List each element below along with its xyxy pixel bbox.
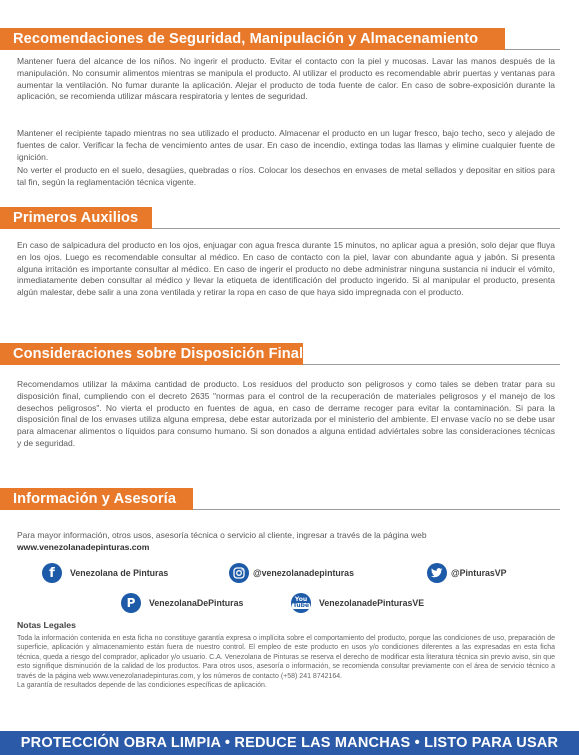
youtube-label: VenezolanadePinturasVE xyxy=(319,598,425,608)
social-twitter[interactable] xyxy=(427,563,507,583)
section-title-disposicion: Consideraciones sobre Disposición Final xyxy=(13,346,304,362)
pinterest-label: VenezolanaDePinturas xyxy=(149,598,244,608)
instagram-icon xyxy=(229,563,249,583)
facebook-icon: f xyxy=(42,563,62,583)
paragraph-seguridad-3: No verter el producto en el suelo, desagües, quebradas o ríos. Colocar los desechos en envases de metal sellados y depositar en sitios para tal fin, según la reglamentación técnica vigente. xyxy=(17,165,555,187)
paragraph-disposicion: Recomendamos utilizar la máxima cantidad de producto. Los residuos del producto son peligrosos y como tales se deben tratar para su disposición final, cumpliendo con el decreto 2635 "normas para el control de la recuperación de materiales peligrosos y el manejo de los desechos peligrosos". No vierta el producto en fuentes de agua, en caso de derrame recoger para evitar la contaminación. Si para la disposición final de los envases utiliza alguna empresa, debe estar autorizada por el ministerio del ambiente. El envase vacío no se debe usar para almacenar alimentos o líquidos para consumo humano. Si son donados a alguna entidad adviértales sobre las consideraciones técnicas y de seguridad. xyxy=(17,379,555,448)
paragraph-seguridad-2: Mantener el recipiente tapado mientras no sea utilizado el producto. Almacenar el producto en un lugar fresco, bajo techo, seco y alejado de fuentes de calor. Verificar la fecha de vencimiento antes de usar. En caso de incendio, extinga todas las llamas y elimine cualquier fuente de ignición. xyxy=(17,128,555,162)
website-link[interactable]: www.venezolanadepinturas.com xyxy=(17,542,150,552)
twitter-label: @PinturasVP xyxy=(451,568,507,578)
footer-banner xyxy=(0,731,579,755)
paragraph-auxilios: En caso de salpicadura del producto en los ojos, enjuagar con agua fresca durante 15 minutos, no aplicar agua a presión, solo dejar que fluya en los ojos. Luego es recomendable consultar al médico. En caso de contacto con la piel, lavar con abundante agua y jabón. Si presenta alguna irritación es importante consultar al médico. En caso de ingerir el producto no debe administrar ninguna sustancia ni inducir el vómito, inmediatamente deben consultar al médico y llevar la etiqueta de identificación del producto ingerido. Si al manipular el producto, presenta algún malestar, debe salir a una zona ventilada y retirar la ropa en caso de que haya sido impregnada con el producto. xyxy=(17,240,555,298)
pinterest-icon: P xyxy=(121,593,141,613)
youtube-icon: You Tube xyxy=(291,593,311,613)
info-text: Para mayor información, otros usos, asesoría técnica o servicio al cliente, ingresar a través de la página web xyxy=(17,530,427,540)
section-header-seguridad xyxy=(0,28,560,50)
social-instagram[interactable] xyxy=(229,563,354,583)
section-title-seguridad: Recomendaciones de Seguridad, Manipulación y Almacenamiento xyxy=(13,31,479,47)
social-youtube[interactable] xyxy=(291,593,424,613)
legal-text: Toda la información contenida en esta ficha no constituye garantía expresa o implícita sobre el comportamiento del producto, porque las condiciones de uso, preparación de superficie, aplicación y almacenamiento están fuera de nuestro control. El empleo de este producto en usos y/o condiciones diferentes a las expresadas en esta ficha técnica, queda a riesgo del comprador, aplicador y/o usuario. C.A. Venezolana de Pinturas se reserva el derecho de modificar esta literatura técnica sin previo aviso, sin que esto signifique disminución de la calidad de los productos. Para otros usos, asesoría o información, se recomienda consultar previamente con el área de servicio técnico a través de la página web www.venezolanadepinturas.com, y los números de contacto (+58) 241 8742164. xyxy=(17,635,555,680)
section-header-informacion xyxy=(0,488,560,510)
social-pinterest[interactable] xyxy=(121,593,243,613)
section-header-auxilios xyxy=(0,207,560,229)
section-header-disposicion xyxy=(0,343,560,365)
footer-text: PROTECCIÓN OBRA LIMPIA • REDUCE LAS MANCHAS • LISTO PARA USAR xyxy=(20,735,559,751)
paragraph-seguridad-1: Mantener fuera del alcance de los niños. No ingerir el producto. Evitar el contacto con la piel y mucosas. Lavar las manos después de la manipulación. No consumir alimentos mientras se manipula el producto. Al utilizar el producto es recomendable abrir puertas y ventanas para aumentar la ventilación. No fumar durante la aplicación. Alejar el producto de toda fuente de calor. En caso de sobre-exposición durante la aplicación, se recomienda utilizar máscara respiratoria y lentes de seguridad. xyxy=(17,56,555,102)
section-title-auxilios: Primeros Auxilios xyxy=(13,210,139,226)
social-facebook[interactable] xyxy=(42,563,168,583)
twitter-icon xyxy=(427,563,447,583)
section-title-informacion: Información y Asesoría xyxy=(13,491,177,507)
instagram-label: @venezolanadepinturas xyxy=(253,568,354,578)
legal-guarantee: La garantía de resultados depende de las condiciones específicas de aplicación. xyxy=(17,682,267,690)
legal-paragraph xyxy=(17,634,555,690)
facebook-label: Venezolana de Pinturas xyxy=(70,568,169,578)
legal-title: Notas Legales xyxy=(17,620,76,630)
